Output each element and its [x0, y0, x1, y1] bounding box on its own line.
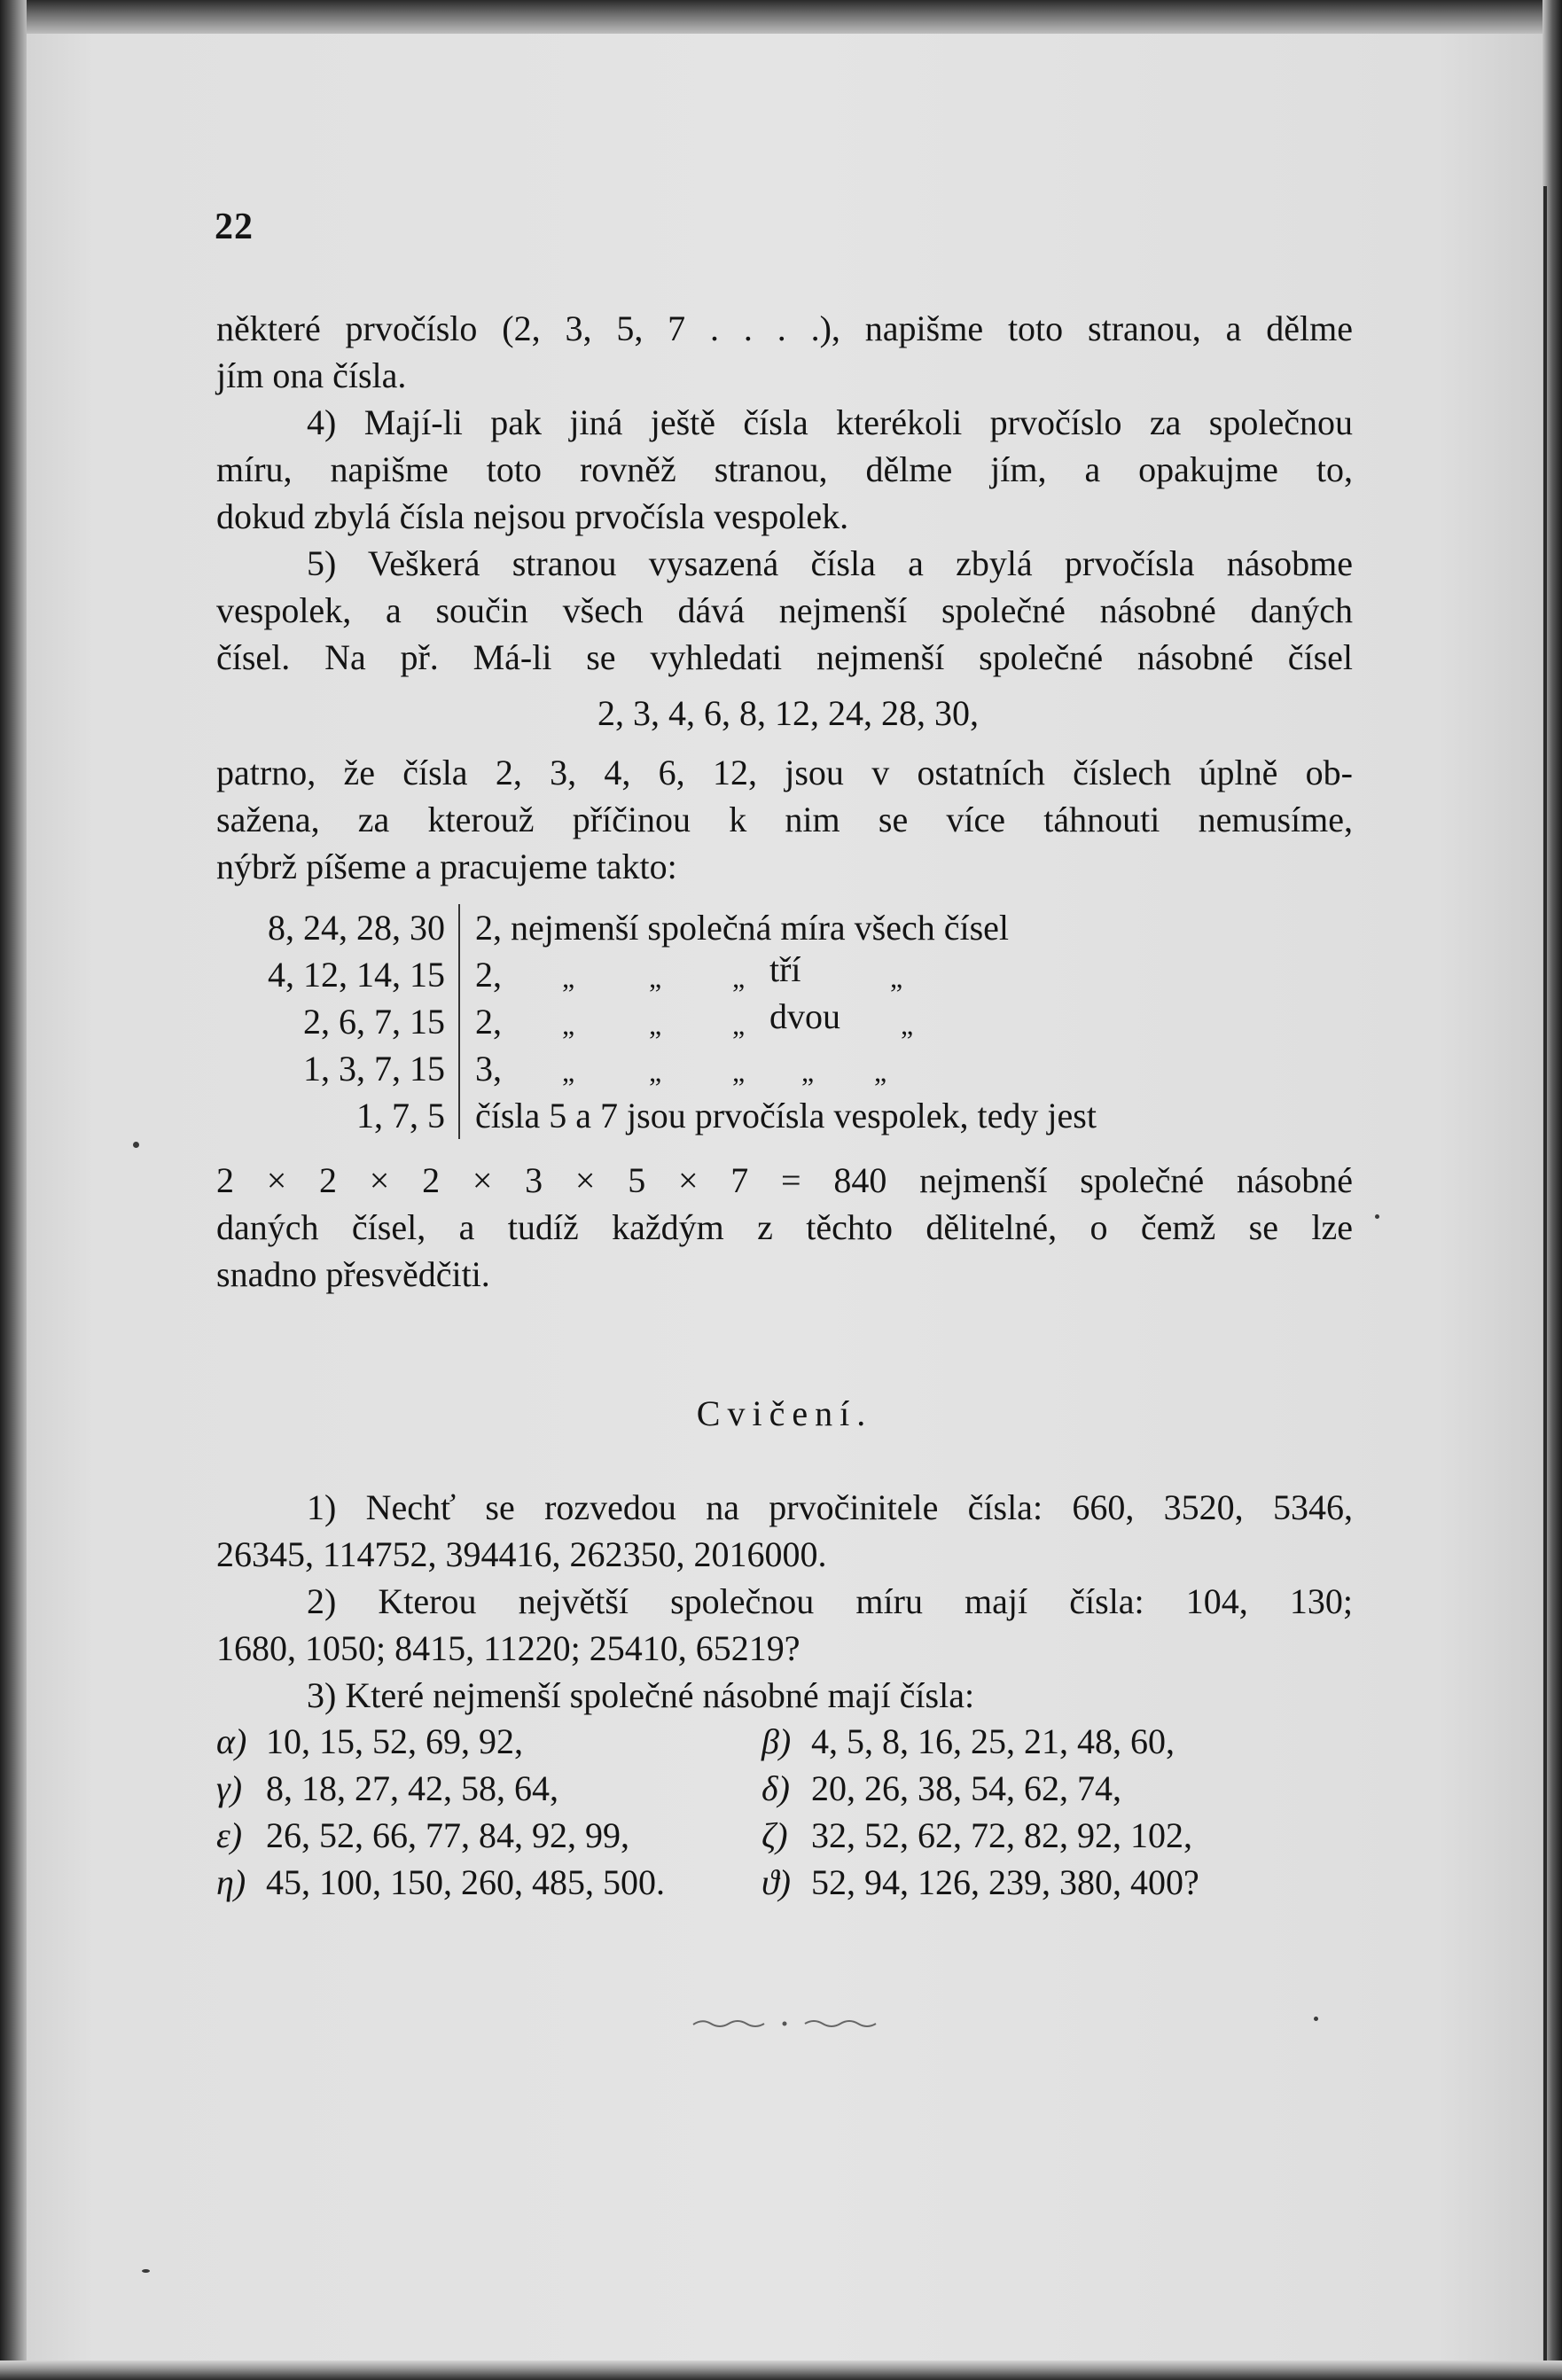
set-values: 26, 52, 66, 77, 84, 92, 99, [266, 1815, 629, 1855]
ditto-mark: „ [562, 1009, 575, 1041]
paragraph-1-line-2: jím ona čísla. [216, 355, 407, 395]
set-label: β) [761, 1721, 792, 1761]
paragraph-4-line-1: patrno, že čísla 2, 3, 4, 6, 12, jsou v ostatních číslech úplně ob- [216, 753, 1353, 792]
paragraph-2-line-1: 4) Mají-li pak jiná ještě čísla kterékoli prvočíslo za společnou [307, 402, 1353, 442]
exercise-set [216, 1812, 629, 1859]
set-label: ζ) [761, 1815, 788, 1855]
exercise-set [216, 1859, 665, 1906]
scheme-divisor: 2, [475, 1002, 502, 1042]
scheme-numbers: 1, 3, 7, 15 [303, 1049, 445, 1089]
ditto-mark: „ [874, 1056, 887, 1088]
exercise-set [216, 1718, 523, 1765]
set-values: 10, 15, 52, 69, 92, [266, 1721, 523, 1761]
left-scan-edge [0, 0, 27, 2380]
scheme-note [475, 904, 1009, 951]
exercise-2-line-1: 2) Kterou největší společnou míru mají čísla: 104, 130; [307, 1581, 1353, 1621]
set-label: δ) [761, 1768, 790, 1808]
ditto-mark: „ [732, 962, 746, 994]
set-values: 8, 18, 27, 42, 58, 64, [266, 1768, 558, 1808]
scheme-divider-line [458, 951, 460, 998]
top-scan-edge [0, 0, 1562, 34]
right-margin-rule [1543, 186, 1547, 2376]
closing-ornament-icon [691, 2017, 878, 2029]
result-line-3: snadno přesvědčiti. [216, 1254, 490, 1294]
exercise-2-line-2: 1680, 1050; 8415, 11220; 25410, 65219? [216, 1628, 801, 1668]
paragraph-4-line-2: sažena, za kterouž příčinou k nim se více táhnouti nemusíme, [216, 800, 1353, 839]
scheme-note [475, 998, 502, 1045]
set-label: η) [216, 1862, 246, 1902]
exercise-set [761, 1859, 1199, 1906]
paragraph-3-line-2: vespolek, a součin všech dává nejmenší společné násobné daných [216, 590, 1353, 630]
scheme-note [475, 1045, 502, 1092]
bottom-scan-edge [0, 2360, 1562, 2380]
scheme-divider-line [458, 1045, 460, 1092]
exercise-3-line-1: 3) Které nejmenší společné násobné mají čísla: [307, 1675, 975, 1715]
set-label: ϑ) [761, 1862, 791, 1902]
paragraph-3-line-3: čísel. Na př. Má-li se vyhledati nejmenší společné násobné čísel [216, 637, 1353, 677]
exercise-1-line-2: 26345, 114752, 394416, 262350, 2016000. [216, 1534, 827, 1574]
scheme-divider-line [458, 904, 460, 951]
scheme-divisor: 2, [475, 908, 502, 948]
set-label: γ) [216, 1768, 243, 1808]
ditto-mark: „ [562, 1056, 575, 1088]
scheme-numbers: 4, 12, 14, 15 [268, 955, 445, 995]
paragraph-4-line-3: nýbrž píšeme a pracujeme takto: [216, 847, 677, 886]
exercise-set [216, 1765, 558, 1812]
set-values: 20, 26, 38, 54, 62, 74, [811, 1768, 1121, 1808]
paragraph-1-line-1: některé prvočíslo (2, 3, 5, 7 . . . .), napišme toto stranou, a dělme [216, 308, 1353, 348]
scheme-numbers: 1, 7, 5 [356, 1096, 445, 1135]
ditto-mark: „ [562, 962, 575, 994]
ditto-mark: „ [901, 1009, 914, 1041]
paragraph-2-line-3: dokud zbylá čísla nejsou prvočísla vespolek. [216, 496, 849, 536]
scheme-numbers: 2, 6, 7, 15 [303, 1002, 445, 1042]
ditto-mark: „ [732, 1056, 746, 1088]
set-values: 52, 94, 126, 239, 380, 400? [811, 1862, 1199, 1902]
set-label: α) [216, 1721, 247, 1761]
set-label: ε) [216, 1815, 243, 1855]
example-numbers: 2, 3, 4, 6, 8, 12, 24, 28, 30, [597, 693, 979, 733]
scheme-note [475, 951, 502, 998]
ditto-mark: „ [732, 1009, 746, 1041]
paragraph-3-line-1: 5) Veškerá stranou vysazená čísla a zbylá prvočísla násobme [307, 543, 1353, 583]
scan-speck [1375, 1214, 1379, 1219]
scheme-word: dvou [769, 996, 840, 1036]
scheme-note-text: nejmenší společná míra všech čísel [511, 908, 1010, 948]
exercise-1-line-1: 1) Nechť se rozvedou na prvočinitele čísla: 660, 3520, 5346, [307, 1487, 1353, 1527]
scan-speck [142, 2269, 150, 2273]
set-values: 32, 52, 62, 72, 82, 92, 102, [811, 1815, 1192, 1855]
result-line-2: daných čísel, a tudíž každým z těchto dělitelné, o čemž se lze [216, 1207, 1353, 1247]
page-number: 22 [215, 207, 254, 247]
scheme-word: tří [769, 949, 801, 989]
scheme-note-text: čísla 5 a 7 jsou prvočísla vespolek, tedy jest [475, 1096, 1097, 1135]
scheme-divisor: 3, [475, 1049, 502, 1089]
scan-speck [133, 1142, 139, 1148]
exercise-set [761, 1718, 1175, 1765]
paragraph-2-line-2: míru, napišme toto rovněž stranou, dělme jím, a opakujme to, [216, 449, 1353, 489]
ditto-mark: „ [801, 1056, 815, 1088]
result-line-1: 2 × 2 × 2 × 3 × 5 × 7 = 840 nejmenší společné násobné [216, 1160, 1353, 1200]
scheme-numbers: 8, 24, 28, 30 [268, 908, 445, 948]
exercises-heading: Cvičení. [696, 1393, 873, 1433]
ditto-mark: „ [649, 1056, 662, 1088]
scheme-divider-line [458, 1092, 460, 1139]
ditto-mark: „ [649, 1009, 662, 1041]
scheme-divisor: 2, [475, 955, 502, 995]
set-values: 4, 5, 8, 16, 25, 21, 48, 60, [811, 1721, 1175, 1761]
ditto-mark: „ [890, 962, 903, 994]
ditto-mark: „ [649, 962, 662, 994]
scheme-divider-line [458, 998, 460, 1045]
exercise-set [761, 1812, 1192, 1859]
set-values: 45, 100, 150, 260, 485, 500. [266, 1862, 665, 1902]
exercise-set [761, 1765, 1121, 1812]
scan-speck [1314, 2017, 1318, 2021]
